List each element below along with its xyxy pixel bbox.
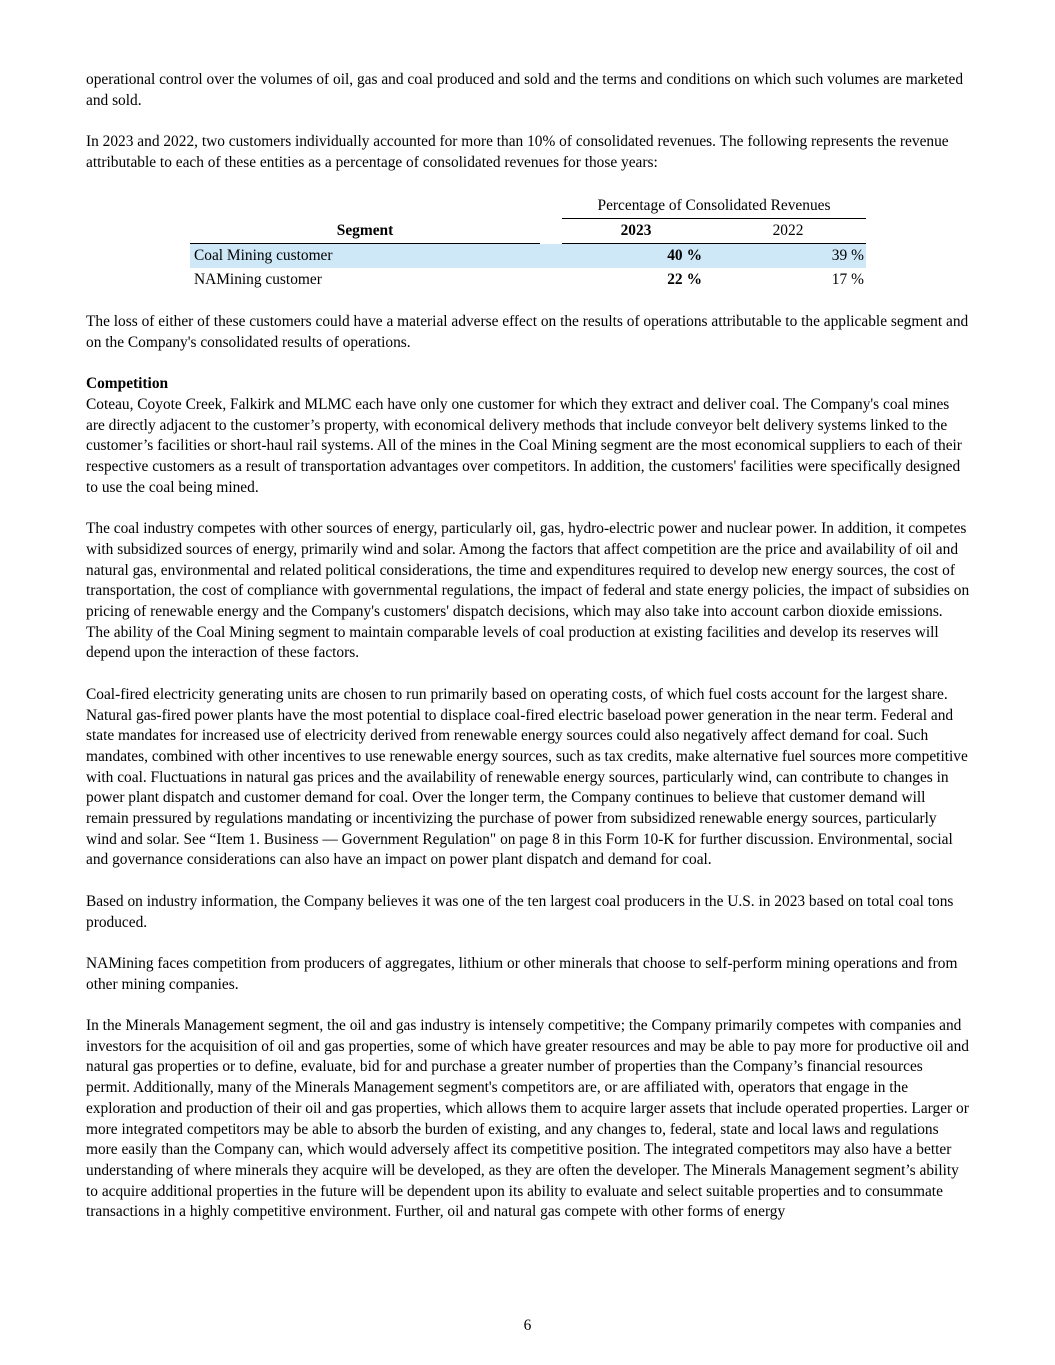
paragraph-namining-competition: NAMining faces competition from producers of aggregates, lithium or other minerals that choose to self-perform mining operations and from other mining companies.	[86, 954, 958, 993]
paragraph-customers-intro: In 2023 and 2022, two customers individually accounted for more than 10% of consolidated revenues. The following represents the revenue attributable to each of these entities as a percentage of consolidated revenues for those years:	[86, 133, 949, 171]
table-row	[190, 244, 866, 269]
paragraph-minerals-management: In the Minerals Management segment, the oil and gas industry is intensely competitive; the Company primarily competes with companies and investors for the acquisition of oil and gas properties, some of which have greater resources and may be able to pay more for productive oil and natural gas properties or to define, evaluate, bid for and purchase a greater number of properties than the Company’s financial resources permit. Additionally, many of the Minerals Management segment's competitors are, or are affiliated with, operators that engage in the exploration and production of their oil and gas properties, which allows them to acquire larger assets that include operated properties. Larger or more integrated competitors may be able to absorb the burden of existing, and any changes to, federal, state and local laws and regulations more easily than the Company can, which would adversely affect its competitive position. The integrated competitors may also have a better understanding of where minerals they acquire will be developed, as they are often the developer. The Minerals Management segment’s ability to acquire additional properties in the future will be dependent upon its ability to evaluate and select suitable properties and to consummate transactions in a highly competitive environment. Further, oil and natural gas compete with other forms of energy	[86, 1017, 969, 1221]
paragraph-largest-producers: Based on industry information, the Company believes it was one of the ten largest coal producers in the U.S. in 2023 based on total coal tons produced.	[86, 892, 954, 931]
row-value-2023: 40 %	[562, 244, 710, 269]
table-caption: Percentage of Consolidated Revenues	[562, 194, 866, 219]
row-value-2022: 17 %	[831, 271, 864, 289]
table-header-row	[190, 219, 866, 244]
table-row	[190, 268, 866, 292]
paragraph-coal-industry-competition: The coal industry competes with other sources of energy, particularly oil, gas, hydro-electric power and nuclear power. In addition, it competes with subsidized sources of energy, primarily wind and solar. Among the factors that affect competition are the price and availability of oil and natural gas, environmental and related political considerations, the time and expenditures required to develop new energy sources, the cost of transportation, the cost of compliance with governmental regulations, the impact of federal and state energy policies, the impact of subsidies on pricing of renewable energy and the Company's customers' dispatch decisions, which may also take into account carbon dioxide emissions. The ability of the Coal Mining segment to maintain comparable levels of coal production at existing facilities and develop its reserves will depend upon the interaction of these factors.	[86, 520, 970, 662]
paragraph-coal-fired-units: Coal-fired electricity generating units are chosen to run primarily based on operating costs, of which fuel costs account for the largest share. Natural gas-fired power plants have the most potential to displace coal-fired electric baseload power generation in the near term. Federal and state mandates for increased use of electricity derived from renewable energy sources could also negatively affect demand for coal. Such mandates, combined with other incentives to use renewable energy sources, such as tax credits, make alternative fuel sources more competitive with coal. Fluctuations in natural gas prices and the availability of renewable energy sources, particularly wind, can contribute to changes in power plant dispatch and customer demand for coal. Over the longer term, the Company continues to believe that customer demand will remain pressured by regulations mandating or incentivizing the purchase of power from subsidized renewable energy sources, particularly wind and solar. See “Item 1. Business — Government Regulation" on page 8 in this Form 10-K for further discussion. Environmental, social and governance considerations can also have an impact on power plant dispatch and demand for coal.	[86, 685, 968, 869]
paragraph-coal-customers: Coteau, Coyote Creek, Falkirk and MLMC each have only one customer for which they extract and deliver coal. The Company's coal mines are directly adjacent to the customer’s property, with economical delivery methods that include conveyor belt delivery systems linked to the customer’s facilities or short-haul rail systems. All of the mines in the Coal Mining segment are the most economical suppliers to each of their respective customers as a result of transportation advantages over competitors. In addition, the customers' facilities were specifically designed to use the coal being mined.	[86, 395, 962, 496]
page-number: 6	[523, 1317, 532, 1334]
revenue-table-container	[86, 194, 970, 312]
row-value-2022: 39 %	[710, 244, 866, 269]
row-segment-name: Coal Mining customer	[190, 244, 540, 269]
header-segment: Segment	[190, 219, 540, 244]
revenue-percentage-table	[190, 194, 866, 292]
paragraph-loss-of-customers: The loss of either of these customers could have a material adverse effect on the results of operations attributable to the applicable segment and on the Company's consolidated results of operations.	[86, 313, 969, 351]
row-value-2023: 22 %	[667, 271, 702, 289]
table-caption-row	[190, 194, 866, 219]
row-segment-name: NAMining customer	[194, 271, 322, 289]
paragraph-operational-control: operational control over the volumes of oil, gas and coal produced and sold and the terms and conditions on which such volumes are marketed and sold.	[86, 71, 964, 109]
document-page	[86, 70, 970, 1223]
header-2023: 2023	[562, 219, 710, 244]
header-2022: 2022	[710, 219, 866, 244]
section-heading-competition: Competition	[86, 375, 169, 393]
